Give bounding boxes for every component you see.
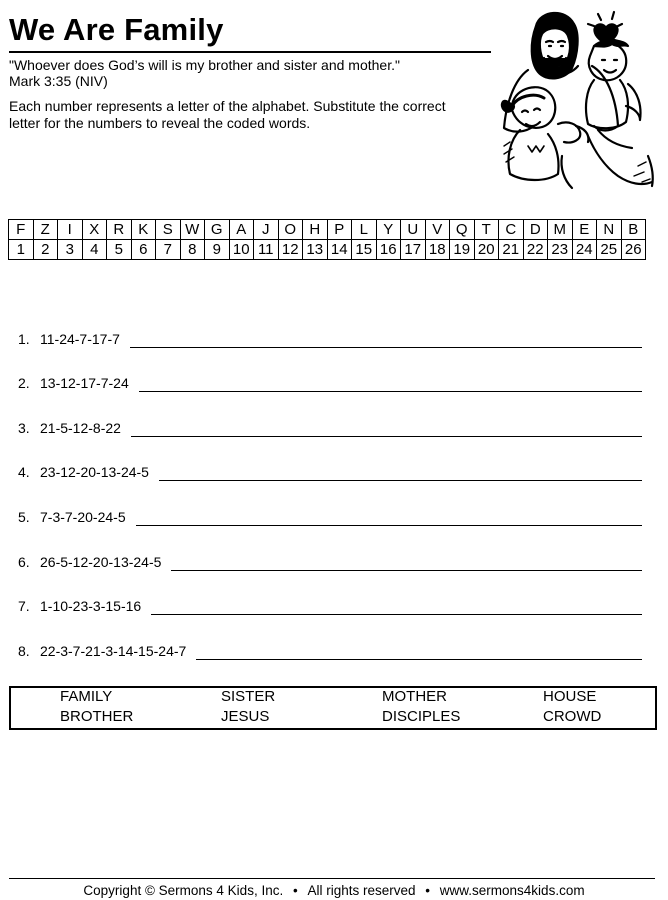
answer-line[interactable] <box>139 391 642 392</box>
scripture-quote <box>9 57 400 89</box>
word-bank-word: HOUSE <box>543 688 597 705</box>
item-number: 1. <box>18 330 30 347</box>
cipher-number: 3 <box>58 240 83 260</box>
footer-website-link[interactable]: www.sermons4kids.com <box>439 883 585 898</box>
cipher-letter: L <box>352 220 377 240</box>
footer-separator: • <box>292 883 298 898</box>
coded-word-item <box>18 437 644 482</box>
word-bank-word: SISTER <box>221 688 276 705</box>
cipher-letter: R <box>107 220 132 240</box>
coded-word-item <box>18 392 644 437</box>
quote-text: "Whoever does God’s will is my brother and sister and mother." <box>9 57 400 73</box>
cipher-number: 9 <box>205 240 230 260</box>
cipher-letter: G <box>205 220 230 240</box>
cipher-number: 17 <box>401 240 426 260</box>
cipher-number: 16 <box>376 240 401 260</box>
cipher-number: 6 <box>131 240 156 260</box>
coded-words-list <box>18 303 644 660</box>
cipher-number: 2 <box>33 240 58 260</box>
cipher-letter: F <box>9 220 34 240</box>
cipher-numbers-row <box>9 240 646 260</box>
cipher-letter: A <box>229 220 254 240</box>
cipher-letter: Z <box>33 220 58 240</box>
cipher-number: 13 <box>303 240 328 260</box>
item-number: 8. <box>18 642 30 659</box>
cipher-letter: Y <box>376 220 401 240</box>
cipher-number: 10 <box>229 240 254 260</box>
cipher-letter: V <box>425 220 450 240</box>
word-bank-word: MOTHER <box>382 688 447 705</box>
cipher-number: 19 <box>450 240 475 260</box>
item-number: 3. <box>18 419 30 436</box>
cipher-number: 7 <box>156 240 181 260</box>
word-bank-word: CROWD <box>543 708 602 725</box>
coded-number-sequence: 1-10-23-3-15-16 <box>40 598 142 615</box>
cipher-letter: Q <box>450 220 475 240</box>
cipher-letter: K <box>131 220 156 240</box>
item-number: 6. <box>18 553 30 570</box>
cipher-letter: X <box>82 220 107 240</box>
coded-word-item <box>18 303 644 348</box>
footer-divider <box>9 878 655 879</box>
footer-rights: All rights reserved <box>307 883 416 898</box>
coded-word-item <box>18 526 644 571</box>
cipher-number: 8 <box>180 240 205 260</box>
cipher-letter: T <box>474 220 499 240</box>
cipher-number: 4 <box>82 240 107 260</box>
cipher-letter: W <box>180 220 205 240</box>
cipher-number: 26 <box>621 240 646 260</box>
footer-separator: • <box>425 883 431 898</box>
item-number: 2. <box>18 375 30 392</box>
cipher-letter: S <box>156 220 181 240</box>
word-bank-word: DISCIPLES <box>382 708 461 725</box>
word-bank <box>9 686 657 730</box>
answer-line[interactable] <box>130 347 642 348</box>
cipher-number: 21 <box>499 240 524 260</box>
cipher-letter: U <box>401 220 426 240</box>
coded-word-item <box>18 348 644 393</box>
cipher-letter: D <box>523 220 548 240</box>
answer-line[interactable] <box>151 614 642 615</box>
cipher-letter: N <box>597 220 622 240</box>
coded-word-item <box>18 481 644 526</box>
cipher-number: 11 <box>254 240 279 260</box>
coded-number-sequence: 11-24-7-17-7 <box>40 330 120 347</box>
cipher-letters-row <box>9 220 646 240</box>
coded-number-sequence: 13-12-17-7-24 <box>40 375 129 392</box>
cipher-letter: B <box>621 220 646 240</box>
answer-line[interactable] <box>171 570 642 571</box>
answer-line[interactable] <box>131 436 642 437</box>
coded-word-item <box>18 571 644 616</box>
cipher-letter: O <box>278 220 303 240</box>
answer-line[interactable] <box>136 525 642 526</box>
cipher-number: 22 <box>523 240 548 260</box>
title-divider <box>9 51 491 53</box>
cipher-letter: P <box>327 220 352 240</box>
coded-number-sequence: 7-3-7-20-24-5 <box>40 508 126 525</box>
cipher-key-table <box>8 219 646 260</box>
cipher-number: 12 <box>278 240 303 260</box>
answer-line[interactable] <box>196 659 642 660</box>
cipher-letter: H <box>303 220 328 240</box>
cipher-letter: J <box>254 220 279 240</box>
coded-number-sequence: 22-3-7-21-3-14-15-24-7 <box>40 642 187 659</box>
footer <box>0 883 668 898</box>
answer-line[interactable] <box>159 480 642 481</box>
word-bank-word: JESUS <box>221 708 270 725</box>
cipher-letter: M <box>548 220 573 240</box>
cipher-letter: I <box>58 220 83 240</box>
word-bank-word: BROTHER <box>60 708 134 725</box>
cipher-letter: E <box>572 220 597 240</box>
coded-number-sequence: 23-12-20-13-24-5 <box>40 464 149 481</box>
jesus-children-illustration <box>498 6 658 194</box>
page-title: We Are Family <box>9 12 224 47</box>
cipher-letter: C <box>499 220 524 240</box>
cipher-number: 24 <box>572 240 597 260</box>
quote-reference: Mark 3:35 (NIV) <box>9 73 108 89</box>
cipher-number: 15 <box>352 240 377 260</box>
item-number: 7. <box>18 598 30 615</box>
item-number: 5. <box>18 508 30 525</box>
cipher-number: 5 <box>107 240 132 260</box>
word-bank-word: FAMILY <box>60 688 113 705</box>
cipher-number: 14 <box>327 240 352 260</box>
instructions: Each number represents a letter of the alphabet. Substitute the correct letter for the numbers to reveal the coded words. <box>9 98 446 131</box>
cipher-number: 23 <box>548 240 573 260</box>
cipher-number: 25 <box>597 240 622 260</box>
cipher-number: 18 <box>425 240 450 260</box>
coded-number-sequence: 26-5-12-20-13-24-5 <box>40 553 162 570</box>
coded-word-item <box>18 615 644 660</box>
footer-copyright: Copyright © Sermons 4 Kids, Inc. <box>83 883 284 898</box>
coded-number-sequence: 21-5-12-8-22 <box>40 419 121 436</box>
item-number: 4. <box>18 464 30 481</box>
cipher-number: 20 <box>474 240 499 260</box>
cipher-number: 1 <box>9 240 34 260</box>
